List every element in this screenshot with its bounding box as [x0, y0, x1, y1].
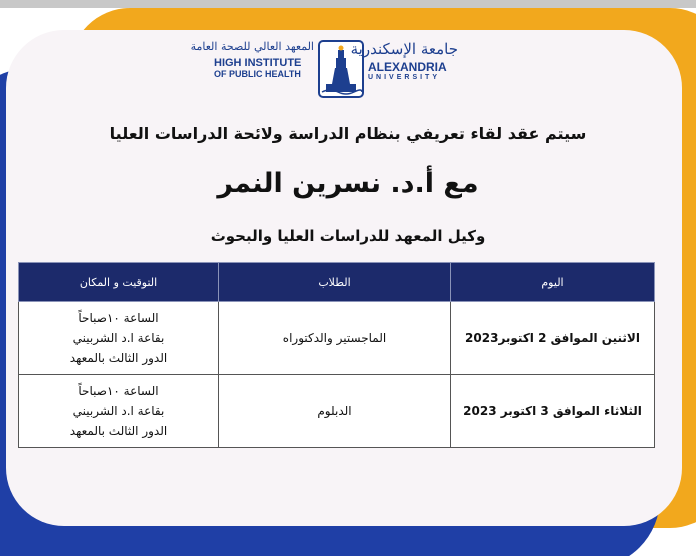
university-name-english-2: UNIVERSITY [368, 74, 441, 81]
schedule-table [18, 262, 655, 448]
announcement-line-1: سيتم عقد لقاء تعريفي بنظام الدراسة ولائحة الدراسات العليا [109, 124, 587, 143]
place-line: الدور الثالث بالمعهد [69, 424, 168, 438]
row-students: الدبلوم [219, 375, 451, 448]
institute-name-english-2: OF PUBLIC HEALTH [214, 69, 301, 79]
row-time-place [19, 375, 219, 448]
institute-logo [190, 40, 314, 86]
university-logo [350, 40, 458, 86]
place-line: الدور الثالث بالمعهد [69, 351, 168, 365]
table-row [19, 302, 655, 375]
row-students: الماجستير والدكتوراه [219, 302, 451, 375]
table-row [19, 375, 655, 448]
top-strip [0, 0, 696, 8]
table-header-row [19, 263, 655, 302]
header-time-place: التوقيت و المكان [19, 263, 219, 302]
row-day: الثلاثاء الموافق 3 اكتوبر 2023 [451, 375, 655, 448]
institute-name-arabic: المعهد العالي للصحة العامة [190, 40, 314, 53]
header-day: اليوم [451, 263, 655, 302]
place-line: بقاعة ا.د الشربيني [72, 331, 165, 345]
place-line: بقاعة ا.د الشربيني [72, 404, 165, 418]
university-name-arabic: جامعة الإسكندرية [350, 40, 458, 58]
place-line: الساعة ١٠صباحاً [78, 311, 159, 325]
institute-name-english-1: HIGH INSTITUTE [214, 57, 302, 69]
row-day: الاثنين الموافق 2 اكتوبر2023 [451, 302, 655, 375]
announcement-speaker: مع أ.د. نسرين النمر [217, 168, 479, 199]
university-name-english-1: ALEXANDRIA [368, 60, 447, 74]
place-line: الساعة ١٠صباحاً [78, 384, 159, 398]
announcement-title: وكيل المعهد للدراسات العليا والبحوث [210, 227, 486, 245]
row-time-place [19, 302, 219, 375]
header-students: الطلاب [219, 263, 451, 302]
